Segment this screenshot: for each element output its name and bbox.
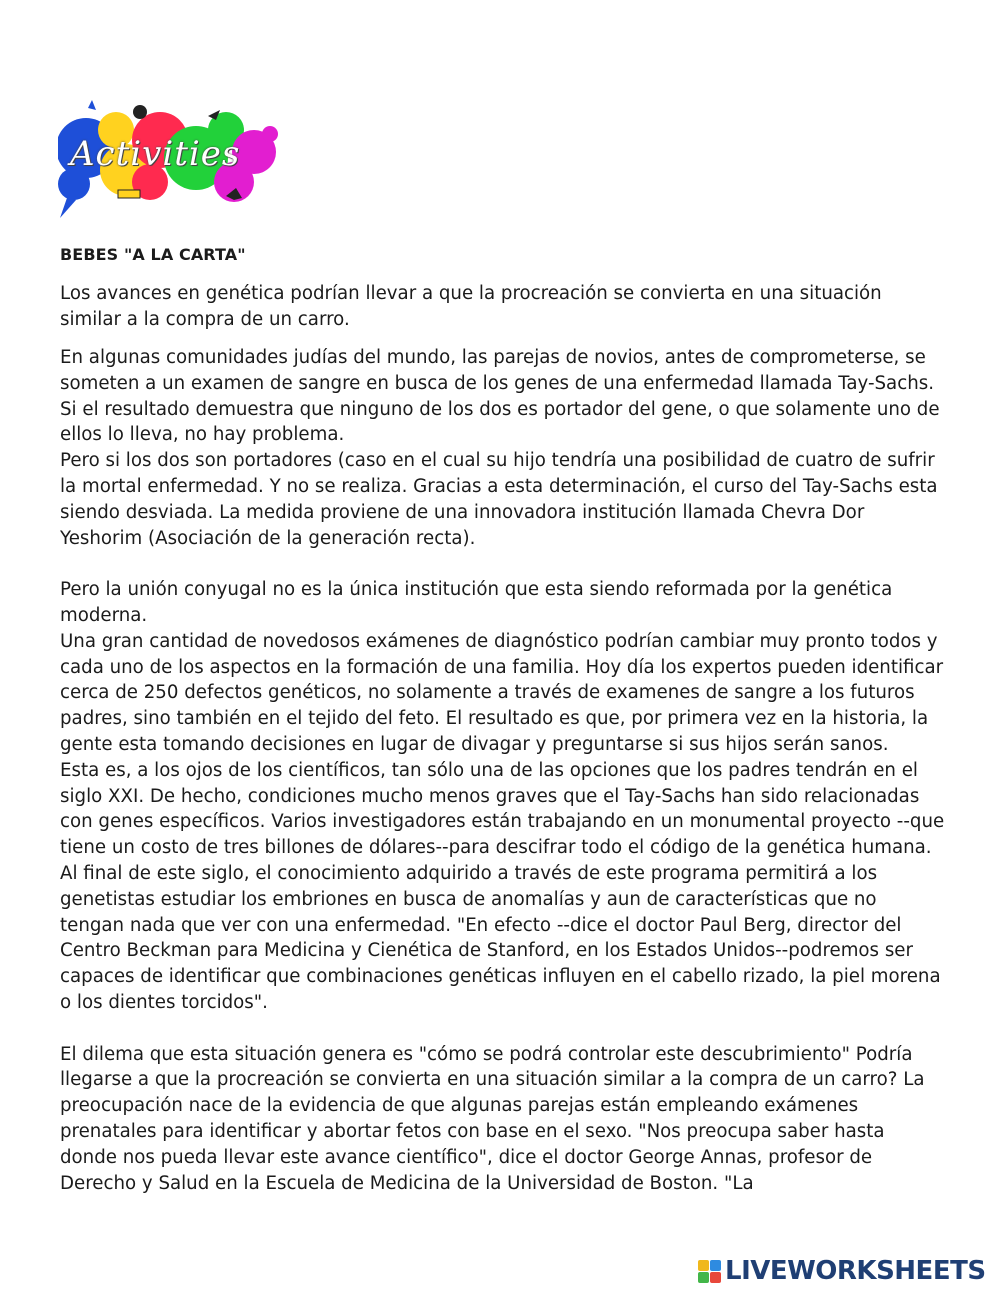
logo-word: Activities (70, 134, 241, 174)
body-block-2 (60, 345, 945, 1196)
liveworksheets-brand (698, 1256, 986, 1286)
paragraph-tay-sachs: En algunas comunidades judías del mundo, las parejas de novios, antes de comprometerse, se someten a un examen de sangre en busca de los genes de una enfermedad llamada Tay-Sachs. Si el resultado demuestra que ninguno de los dos es portador del gene, o que solamente uno de ellos lo lleva, no hay problema. (60, 347, 940, 446)
liveworksheets-logo-icon (698, 1260, 721, 1283)
paragraph-siglo-xxi: Esta es, a los ojos de los científicos, tan sólo una de las opciones que los padres tendrán en el siglo XXI. De hecho, condiciones mucho menos graves que el Tay-Sachs han sido relacionadas con genes específicos. Varios investigadores están trabajando en un monumental proyecto --que tiene un costo de tres billones de dólares--para descifrar todo el código de la genética humana. Al final de este siglo, el conocimiento adquirido a través de este programa permitirá a los genetistas estudiar los embriones en busca de anomalías y aun de características que no tengan nada que ver con una enfermedad. "En efecto --dice el doctor Paul Berg, director del Centro Beckman para Medicina y Cienética de Stanford, en los Estados Unidos--podremos ser capaces de identificar que combinaciones genéticas influyen en el cabello rizado, la piel morena o los dientes torcidos". (60, 759, 945, 1013)
paragraph-dilema: El dilema que esta situación genera es "cómo se podrá controlar este descubrimiento" Podría llegarse a que la procreación se convierta en una situación similar a la compra de un carro? La preocupación nace de la evidencia de que algunas parejas están empleando exámenes prenatales para identificar y abortar fetos con base en el sexo. "Nos preocupa saber hasta donde nos pueda llevar este avance científico", dice el doctor George Annas, profesor de Derecho y Salud en la Escuela de Medicina de la Universidad de Boston. "La (60, 1043, 925, 1194)
paragraph-examenes: Una gran cantidad de novedosos exámenes de diagnóstico podrían cambiar muy pronto todos y cada uno de los aspectos en la formación de una familia. Hoy día los expertos pueden identificar cerca de 250 defectos genéticos, no solamente a través de examenes de sangre a los futuros padres, sino también en el tejido del feto. El resultado es que, por primera vez en la historia, la gente esta tomando decisiones en lugar de divagar y preguntarse si sus hijos serán sanos. (60, 630, 944, 755)
paragraph-portadores: Pero si los dos son portadores (caso en el cual su hijo tendría una posibilidad de cuatro de sufrir la mortal enfermedad. Y no se realiza. Gracias a esta determinación, el curso del Tay-Sachs esta siendo desviada. La medida proviene de una innovadora institución llamada Chevra Dor Yeshorim (Asociación de la generación recta). (60, 450, 938, 549)
brand-name: LIVEWORKSHEETS (725, 1256, 986, 1286)
activities-logo (58, 100, 278, 222)
paragraph-union-conyugal: Pero la unión conyugal no es la única institución que esta siendo reformada por la genética moderna. (60, 579, 893, 626)
document-title: BEBES "A LA CARTA" (60, 245, 246, 264)
paragraph-intro: Los avances en genética podrían llevar a que la procreación se convierta en una situación similar a la compra de un carro. (60, 283, 882, 330)
body-block-1 (60, 281, 945, 333)
